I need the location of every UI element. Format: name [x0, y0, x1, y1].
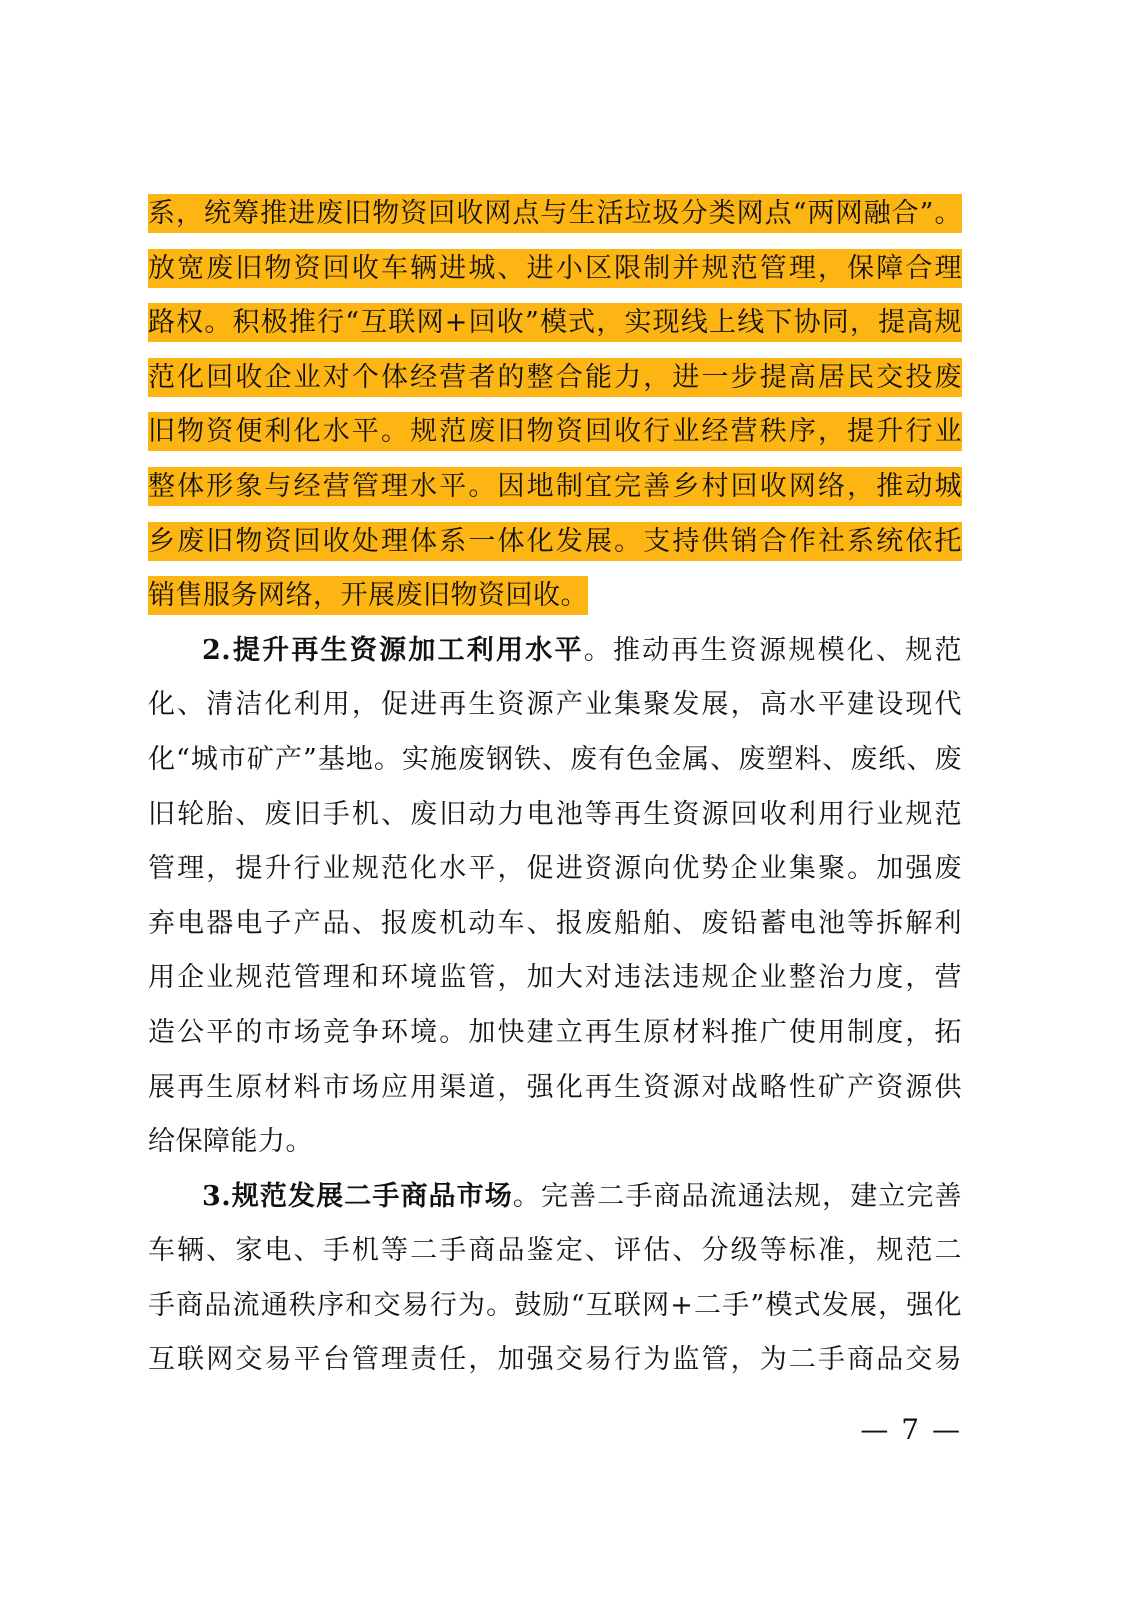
para2-line	[148, 1006, 962, 1061]
para3-text: 车辆、家电、手机等二手商品鉴定、评估、分级等标准，规范二	[148, 1235, 962, 1267]
para2-text: 化“城市矿产”基地。实施废钢铁、废有色金属、废塑料、废纸、废	[148, 743, 962, 775]
para2-text: 化、清洁化利用，促进再生资源产业集聚发展，高水平建设现代	[148, 689, 962, 721]
para2-line	[148, 733, 962, 788]
highlight-line	[148, 569, 962, 624]
para2-text: 造公平的市场竞争环境。加快建立再生原材料推广使用制度，拓	[148, 1016, 962, 1048]
para3-text: 互联网交易平台管理责任，加强交易行为监管，为二手商品交易	[148, 1344, 962, 1376]
paragraph-2	[148, 624, 962, 1170]
para2-line	[148, 624, 962, 679]
highlight-line	[148, 242, 962, 297]
para2-text: 管理，提升行业规范化水平，促进资源向优势企业集聚。加强废	[148, 853, 962, 885]
highlighted-text: 乡废旧物资回收处理体系一体化发展。支持供销合作社系统依托	[148, 522, 962, 561]
highlighted-text: 系，统筹推进废旧物资回收网点与生活垃圾分类网点“两网融合”。	[148, 194, 962, 233]
para3-line1-rest: 。完善二手商品流通法规，建立完善	[512, 1180, 963, 1212]
para2-line1-rest: 。推动再生资源规模化、规范	[583, 634, 963, 666]
highlight-line	[148, 515, 962, 570]
para2-text: 用企业规范管理和环境监管，加大对违法违规企业整治力度，营	[148, 962, 962, 994]
highlighted-text: 整体形象与经营管理水平。因地制宜完善乡村回收网络，推动城	[148, 467, 962, 506]
para2-text: 展再生原材料市场应用渠道，强化再生资源对战略性矿产资源供	[148, 1071, 962, 1103]
para2-heading: 2.提升再生资源加工利用水平	[202, 634, 584, 666]
highlighted-passage	[148, 187, 962, 624]
highlighted-text: 销售服务网络，开展废旧物资回收。	[148, 576, 588, 615]
para2-line	[148, 788, 962, 843]
para2-line	[148, 897, 962, 952]
para2-line	[148, 1115, 962, 1170]
para2-text: 给保障能力。	[148, 1126, 313, 1158]
highlight-line	[148, 460, 962, 515]
para2-line	[148, 951, 962, 1006]
highlight-line	[148, 405, 962, 460]
para2-text: 旧轮胎、废旧手机、废旧动力电池等再生资源回收利用行业规范	[148, 798, 962, 830]
highlighted-text: 旧物资便利化水平。规范废旧物资回收行业经营秩序，提升行业	[148, 412, 962, 451]
para2-line	[148, 1061, 962, 1116]
highlighted-text: 范化回收企业对个体经营者的整合能力，进一步提高居民交投废	[148, 358, 962, 397]
para3-line	[148, 1170, 962, 1225]
highlighted-text: 路权。积极推行“互联网+回收”模式，实现线上线下协同，提高规	[148, 303, 962, 342]
para3-heading: 3.规范发展二手商品市场	[202, 1180, 513, 1212]
paragraph-3	[148, 1170, 962, 1388]
para2-line	[148, 678, 962, 733]
highlight-line	[148, 351, 962, 406]
para3-line	[148, 1224, 962, 1279]
para2-line	[148, 842, 962, 897]
para3-line	[148, 1333, 962, 1388]
highlight-line	[148, 187, 962, 242]
para3-text: 手商品流通秩序和交易行为。鼓励“互联网+二手”模式发展，强化	[148, 1289, 962, 1321]
highlight-line	[148, 296, 962, 351]
highlighted-text: 放宽废旧物资回收车辆进城、进小区限制并规范管理，保障合理	[148, 249, 962, 288]
para3-line	[148, 1279, 962, 1334]
para2-text: 弃电器电子产品、报废机动车、报废船舶、废铅蓄电池等拆解利	[148, 907, 962, 939]
page-number: — 7 —	[860, 1413, 962, 1447]
